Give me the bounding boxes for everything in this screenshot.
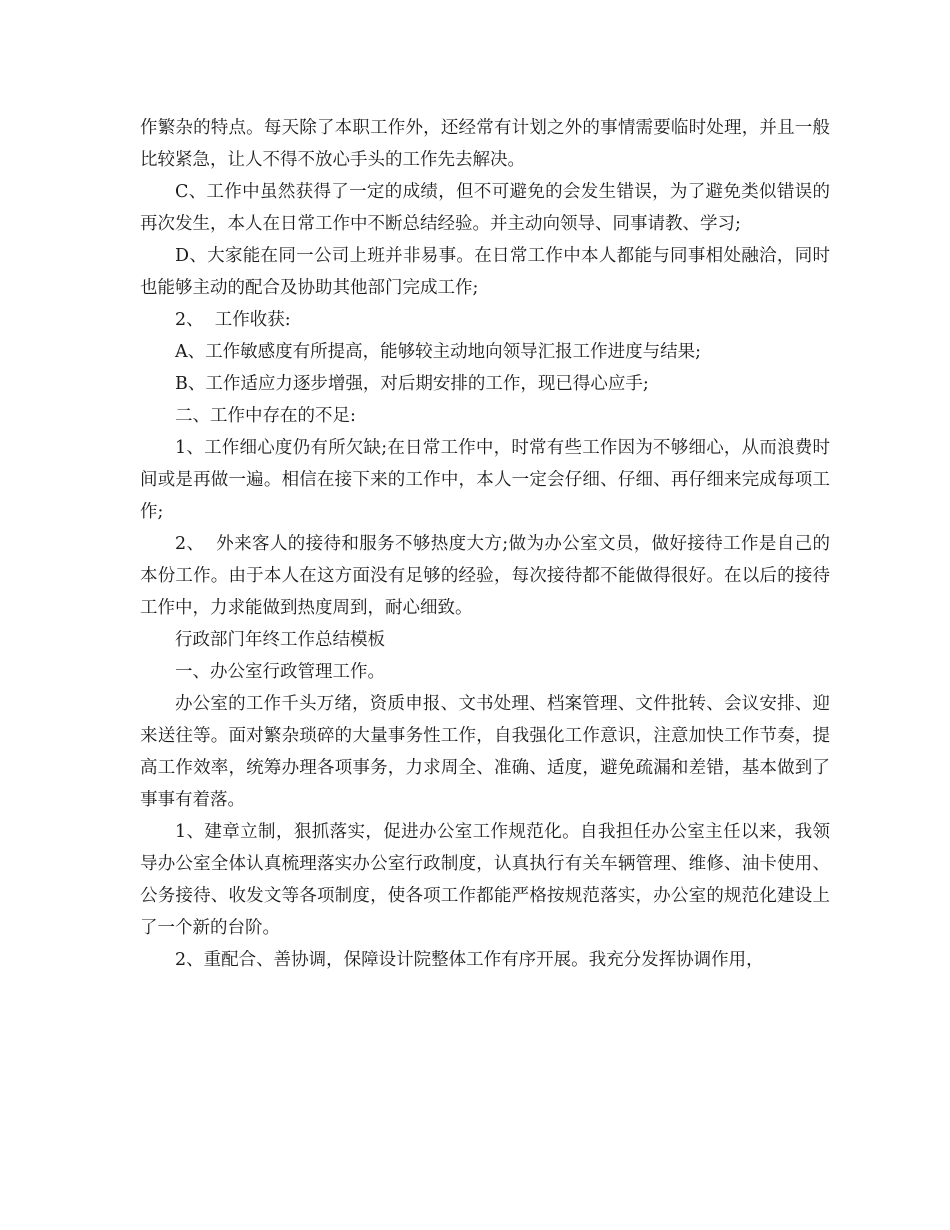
paragraph-section-title: 行政部门年终工作总结模板 — [175, 630, 385, 650]
paragraph-shortcoming-1: 1、工作细心度仍有所欠缺;在日常工作中，时常有些工作因为不够细心，从而浪费时间或是再做一遍。相信在接下来的工作中，本人一定会仔细、仔细、再仔细来完成每项工作; — [140, 438, 830, 522]
paragraph-point-c: C、工作中虽然获得了一定的成绩，但不可避免的会发生错误，为了避免类似错误的再次发生，本人在日常工作中不断总结经验。并主动向领导、同事请教、学习; — [140, 182, 830, 234]
paragraph-admin-1: 1、建章立制，狠抓落实，促进办公室工作规范化。自我担任办公室主任以来，我领导办公室全体认真梳理落实办公室行政制度，认真执行有关车辆管理、维修、油卡使用、公务接待、收发文等各项制度，使各项工作都能严格按规范落实，办公室的规范化建设上了一个新的台阶。 — [140, 822, 830, 938]
paragraph-heading-admin: 一、办公室行政管理工作。 — [175, 662, 385, 682]
paragraph-heading-gains: 2、 工作收获: — [175, 310, 291, 330]
paragraph-shortcoming-2: 2、 外来客人的接待和服务不够热度大方;做为办公室文员，做好接待工作是自己的本份工作。由于本人在这方面没有足够的经验，每次接待都不能做得很好。在以后的接待工作中，力求能做到热度周到，耐心细致。 — [140, 534, 830, 618]
document-body — [140, 112, 830, 976]
paragraph-heading-shortcomings: 二、工作中存在的不足: — [175, 406, 356, 426]
paragraph-gain-b: B、工作适应力逐步增强，对后期安排的工作，现已得心应手; — [175, 374, 649, 394]
paragraph-point-d: D、大家能在同一公司上班并非易事。在日常工作中本人都能与同事相处融洽，同时也能够主动的配合及协助其他部门完成工作; — [140, 246, 830, 298]
paragraph-continued: 作繁杂的特点。每天除了本职工作外，还经常有计划之外的事情需要临时处理，并且一般比较紧急，让人不得不放心手头的工作先去解决。 — [140, 118, 830, 170]
paragraph-gain-a: A、工作敏感度有所提高，能够较主动地向领导汇报工作进度与结果; — [175, 342, 702, 362]
paragraph-admin-overview: 办公室的工作千头万绪，资质申报、文书处理、档案管理、文件批转、会议安排、迎来送往等。面对繁杂琐碎的大量事务性工作，自我强化工作意识，注意加快工作节奏，提高工作效率，统筹办理各项事务，力求周全、准确、适度，避免疏漏和差错，基本做到了事事有着落。 — [140, 694, 830, 810]
paragraph-admin-2: 2、重配合、善协调，保障设计院整体工作有序开展。我充分发挥协调作用， — [175, 950, 764, 970]
